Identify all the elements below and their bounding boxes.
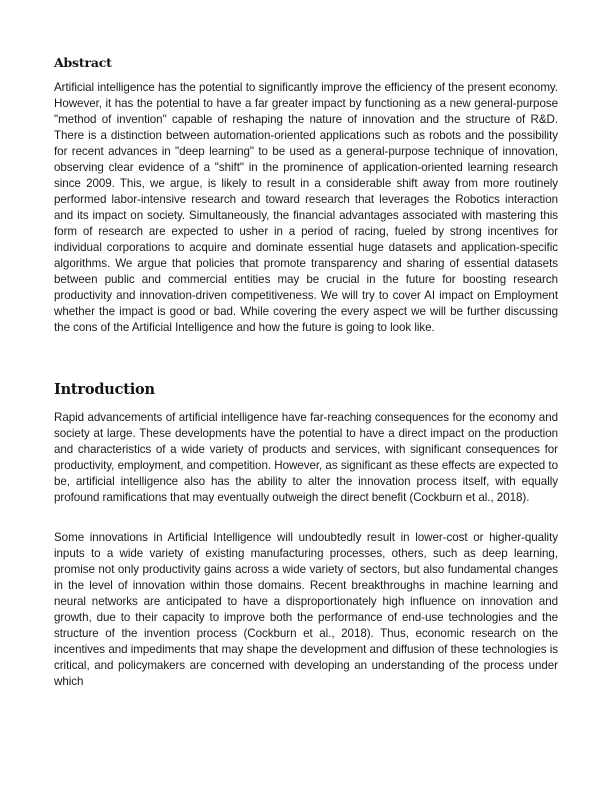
introduction-paragraph-1: Rapid advancements of artificial intelligence have far-reaching consequences for the economy and society at large. These developments have the potential to have a direct impact on the production and characteristics of a wide variety of products and services, with significant consequences for productivity, employment, and competition. However, as significant as these effects are expected to be, artificial intelligence also has the ability to alter the innovation process itself, with equally profound ramifications that may eventually outweigh the direct benefit (Cockburn et al., 2018).	[54, 411, 558, 504]
abstract-paragraph: Artificial intelligence has the potential to significantly improve the efficiency of the present economy. However, it has the potential to have a far greater impact by functioning as a new general-purpose "method of invention" capable of reshaping the nature of innovation and the structure of R&D. There is a distinction between automation-oriented applications such as robots and the possibility for recent advances in "deep learning" to be used as a general-purpose technique of innovation, observing clear evidence of a "shift" in the prominence of application-oriented learning research since 2009. This, we argue, is likely to result in a considerable shift away from more routinely performed labor-intensive research and toward research that leverages the Robotics interaction and its impact on society. Simultaneously, the financial advantages associated with mastering this form of research are expected to usher in a period of racing, fueled by strong incentives for individual corporations to acquire and dominate essential huge datasets and application-specific algorithms. We argue that policies that promote transparency and sharing of essential datasets between public and commercial entities may be crucial in the future for boosting research productivity and innovation-driven competitiveness. We will try to cover AI impact on Employment whether the impact is good or bad. While covering the every aspect we will be further discussing the cons of the Artificial Intelligence and how the future is going to look like.	[54, 81, 558, 334]
section-heading-abstract: Abstract	[54, 55, 112, 70]
section-heading-introduction: Introduction	[54, 381, 155, 398]
introduction-paragraph-2: Some innovations in Artificial Intelligence will undoubtedly result in lower-cost or higher-quality inputs to a wide variety of existing manufacturing processes, others, such as deep learning, promise not only productivity gains across a wide variety of sectors, but also fundamental changes in the level of innovation within those domains. Recent breakthroughs in machine learning and neural networks are anticipated to have a disproportionately high influence on innovation and growth, due to their capacity to improve both the performance of end-use technologies and the structure of the invention process (Cockburn et al., 2018). Thus, economic research on the incentives and impediments that may shape the development and diffusion of these technologies is critical, and policymakers are concerned with developing an understanding of the process under which	[54, 531, 558, 688]
